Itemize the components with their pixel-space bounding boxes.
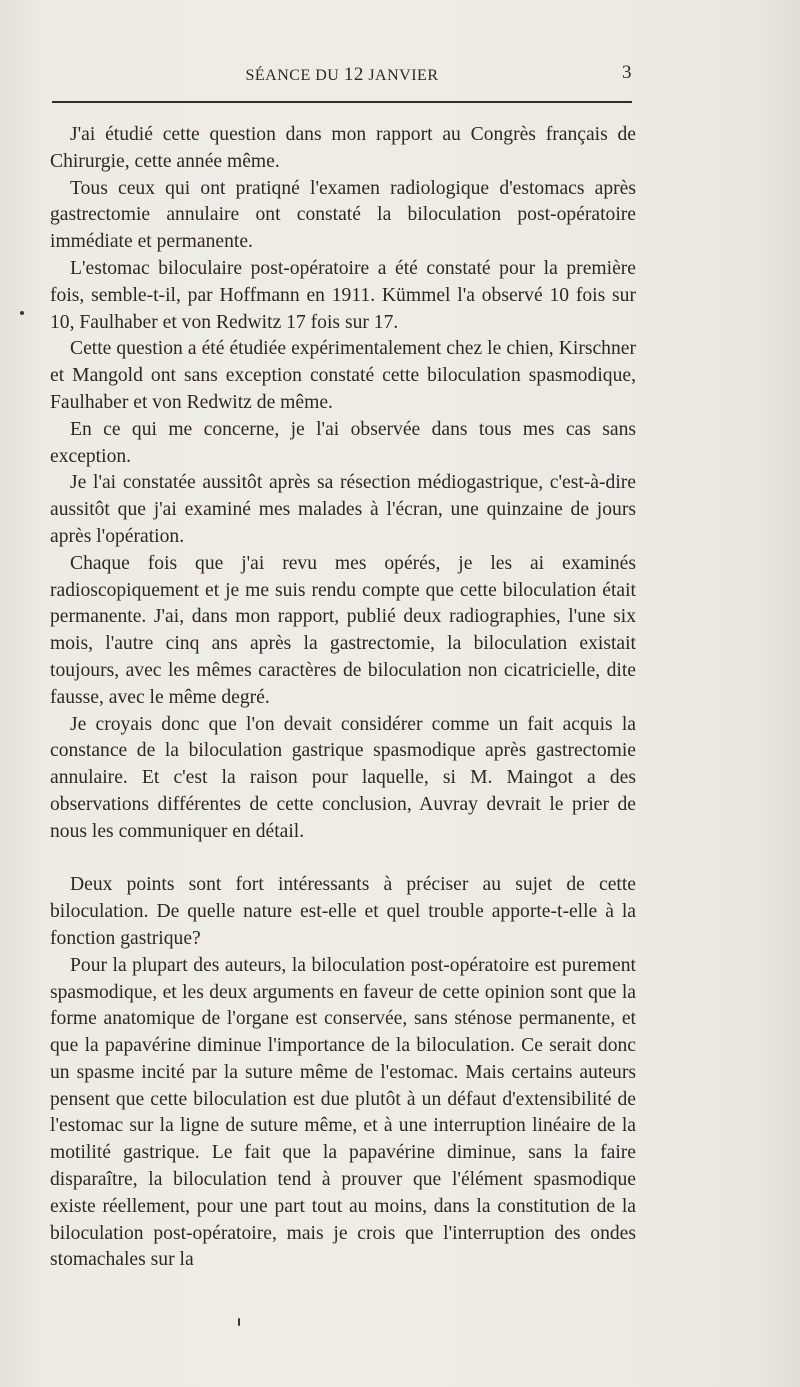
running-head-title-pre: SÉANCE DU [245, 67, 344, 84]
paragraph: J'ai étudié cette question dans mon rapport au Congrès français de Chirurgie, cette année même. [50, 124, 636, 172]
running-head-title-post: JANVIER [363, 67, 439, 84]
paragraph: En ce qui me concerne, je l'ai observée dans tous mes cas sans exception. [50, 418, 636, 467]
body-text [50, 122, 636, 1274]
paragraph: L'estomac biloculaire post-opératoire a été constaté pour la première fois, semble-t-il, par Hoffmann en 1911. Kümmel l'a observé 10 fois sur 10, Faulhaber et von Redwitz 17 fois sur 17. [50, 257, 636, 333]
paragraph: Tous ceux qui ont pratiqné l'examen radiologique d'estomacs après gastrectomie annulaire ont constaté la biloculation post-opératoire immédiate et permanente. [50, 177, 636, 253]
running-head [52, 64, 632, 86]
ink-speck [20, 311, 24, 315]
page-number: 3 [622, 62, 632, 83]
ink-speck [238, 1318, 240, 1326]
paragraph: Pour la plupart des auteurs, la biloculation post-opératoire est purement spasmodique, et les deux arguments en faveur de cette opinion sont que la forme anatomique de l'organe est conservée, sans sténose permanente, et que la papavérine diminue l'importance de la biloculation. Ce serait donc un spasme incité par la suture même de l'estomac. Mais certains auteurs pensent que cette biloculation est due plutôt à un défaut d'extensibilité de l'estomac sur la ligne de suture même, et à une interruption linéaire de la motilité gastrique. Le fait que la papavérine diminue, sans la faire disparaître, la biloculation tend à prouver que l'élément spasmodique existe réellement, pour une part tout au moins, dans la constitution de la biloculation post-opératoire, mais je crois que l'interruption des ondes stomachales sur la [50, 954, 636, 1271]
running-head-day: 12 [343, 64, 364, 85]
paragraph: Chaque fois que j'ai revu mes opérés, je les ai examinés radioscopiquement et je me suis rendu compte que cette biloculation était permanente. J'ai, dans mon rapport, publié deux radiographies, l'une six mois, l'autre cinq ans après la gastrectomie, la biloculation existait toujours, avec les mêmes caractères de biloculation non cicatricielle, dite fausse, avec le même degré. [50, 552, 636, 708]
paragraph: Je l'ai constatée aussitôt après sa résection médiogastrique, c'est-à-dire aussitôt que j'ai examiné mes malades à l'écran, une quinzaine de jours après l'opération. [50, 472, 636, 547]
paragraph: Cette question a été étudiée expérimentalement chez le chien, Kirschner et Mangold ont sans exception constaté cette biloculation spasmodique, Faulhaber et von Redwitz de même. [50, 338, 636, 413]
header-rule [52, 101, 632, 103]
paragraph: Je croyais donc que l'on devait considérer comme un fait acquis la constance de la biloculation gastrique spasmodique après gastrectomie annulaire. Et c'est la raison pour laquelle, si M. Maingot a des observations différentes de cette conclusion, Auvray devrait le prier de nous les communiquer en détail. [50, 713, 636, 842]
running-head-title [52, 64, 632, 86]
paragraph: Deux points sont fort intéressants à préciser au sujet de cette biloculation. De quelle nature est-elle et quel trouble apporte-t-elle à la fonction gastrique? [50, 874, 636, 949]
